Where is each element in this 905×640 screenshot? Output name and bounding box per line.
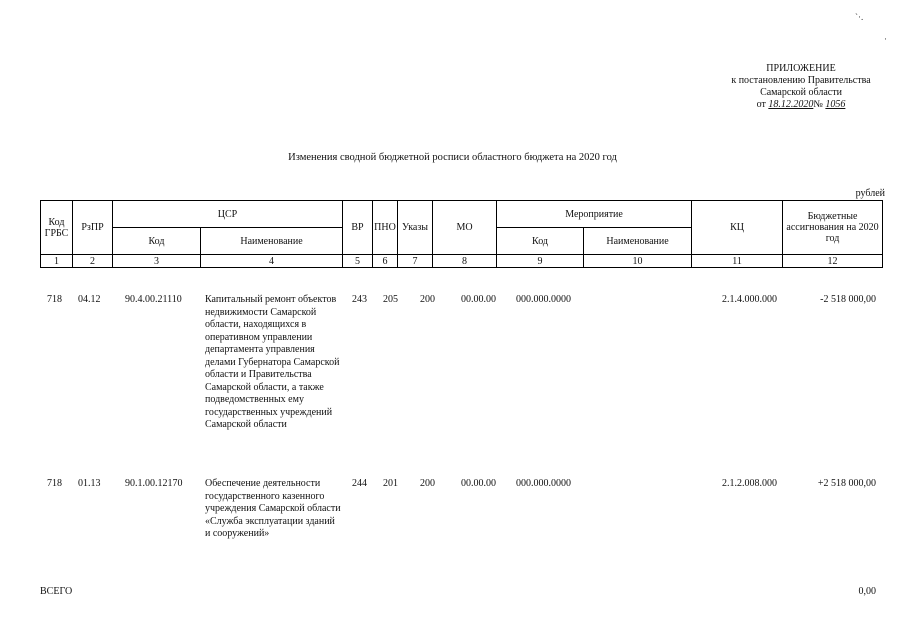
appendix-title: ПРИЛОЖЕНИЕ [766,63,836,74]
col-number: 2 [73,255,113,268]
cell-vr: 243 [352,294,367,305]
col-number: 12 [783,255,883,268]
budget-table-header [40,200,883,268]
col-number: 6 [373,255,398,268]
appendix-no-label: № [813,99,823,110]
cell-pno: 201 [383,478,398,489]
header-csr: ЦСР [113,201,343,228]
cell-mo: 00.00.00 [461,478,496,489]
header-kod-grbs: Код ГРБС [41,201,73,255]
cell-grbs: 718 [47,478,62,489]
header-csr-name: Наименование [201,228,343,255]
col-number: 7 [398,255,433,268]
document-title: Изменения сводной бюджетной росписи областного бюджета на 2020 год [288,152,617,163]
appendix-line: Самарской области [760,87,842,98]
header-meropriyatie: Мероприятие [497,201,692,228]
col-number: 11 [692,255,783,268]
col-number: 8 [433,255,497,268]
appendix-from: от [756,99,766,110]
total-amount: 0,00 [858,586,876,597]
cell-mo: 00.00.00 [461,294,496,305]
appendix-date: 18.12.2020 [768,99,814,110]
cell-grbs: 718 [47,294,62,305]
appendix-date-line [721,99,881,111]
cell-rzpr: 04.12 [78,294,101,305]
header-mo: МО [433,201,497,255]
header-pno: ПНО [373,201,398,255]
appendix-line: к постановлению Правительства [731,75,871,86]
cell-pno: 205 [383,294,398,305]
appendix-number: 1056 [825,99,846,110]
cell-ukazy: 200 [420,294,435,305]
header-csr-kod: Код [113,228,201,255]
header-vr: ВР [343,201,373,255]
header-budget: Бюджетные ассигнования на 2020 год [783,201,883,255]
cell-vr: 244 [352,478,367,489]
appendix-block [721,63,881,111]
cell-csr: 90.4.00.21110 [125,294,182,305]
cell-mer-kod: 000.000.0000 [516,294,571,305]
col-number: 1 [41,255,73,268]
units-label: рублей [855,188,885,199]
cell-name: Обеспечение деятельности государственного казенного учреждения Самарской области «Служба эксплуатации зданий и сооружений» [205,478,341,539]
cell-name: Капитальный ремонт объектов недвижимости Самарской области, находящихся в оперативном управлении департамента управления делами Губернатора Самарской области и Правительства Самарской области, а также подведомственных ему государственных учреждений Самарской области [205,294,340,430]
header-ukazy: Указы [398,201,433,255]
col-number: 5 [343,255,373,268]
cell-rzpr: 01.13 [78,478,101,489]
col-number: 3 [113,255,201,268]
total-label: ВСЕГО [40,586,73,597]
cell-csr: 90.1.00.12170 [125,478,183,489]
scan-mark: `·. [855,12,864,22]
header-mer-name: Наименование [584,228,692,255]
cell-ukazy: 200 [420,478,435,489]
header-mer-kod: Код [497,228,584,255]
header-kc: КЦ [692,201,783,255]
scan-mark: · [884,34,887,44]
col-number: 9 [497,255,584,268]
cell-amount: +2 518 000,00 [817,478,876,489]
col-number: 4 [201,255,343,268]
col-number: 10 [584,255,692,268]
cell-kc: 2.1.4.000.000 [722,294,777,305]
header-rzpr: РзПР [73,201,113,255]
cell-amount: -2 518 000,00 [820,294,876,305]
cell-kc: 2.1.2.008.000 [722,478,777,489]
cell-mer-kod: 000.000.0000 [516,478,571,489]
